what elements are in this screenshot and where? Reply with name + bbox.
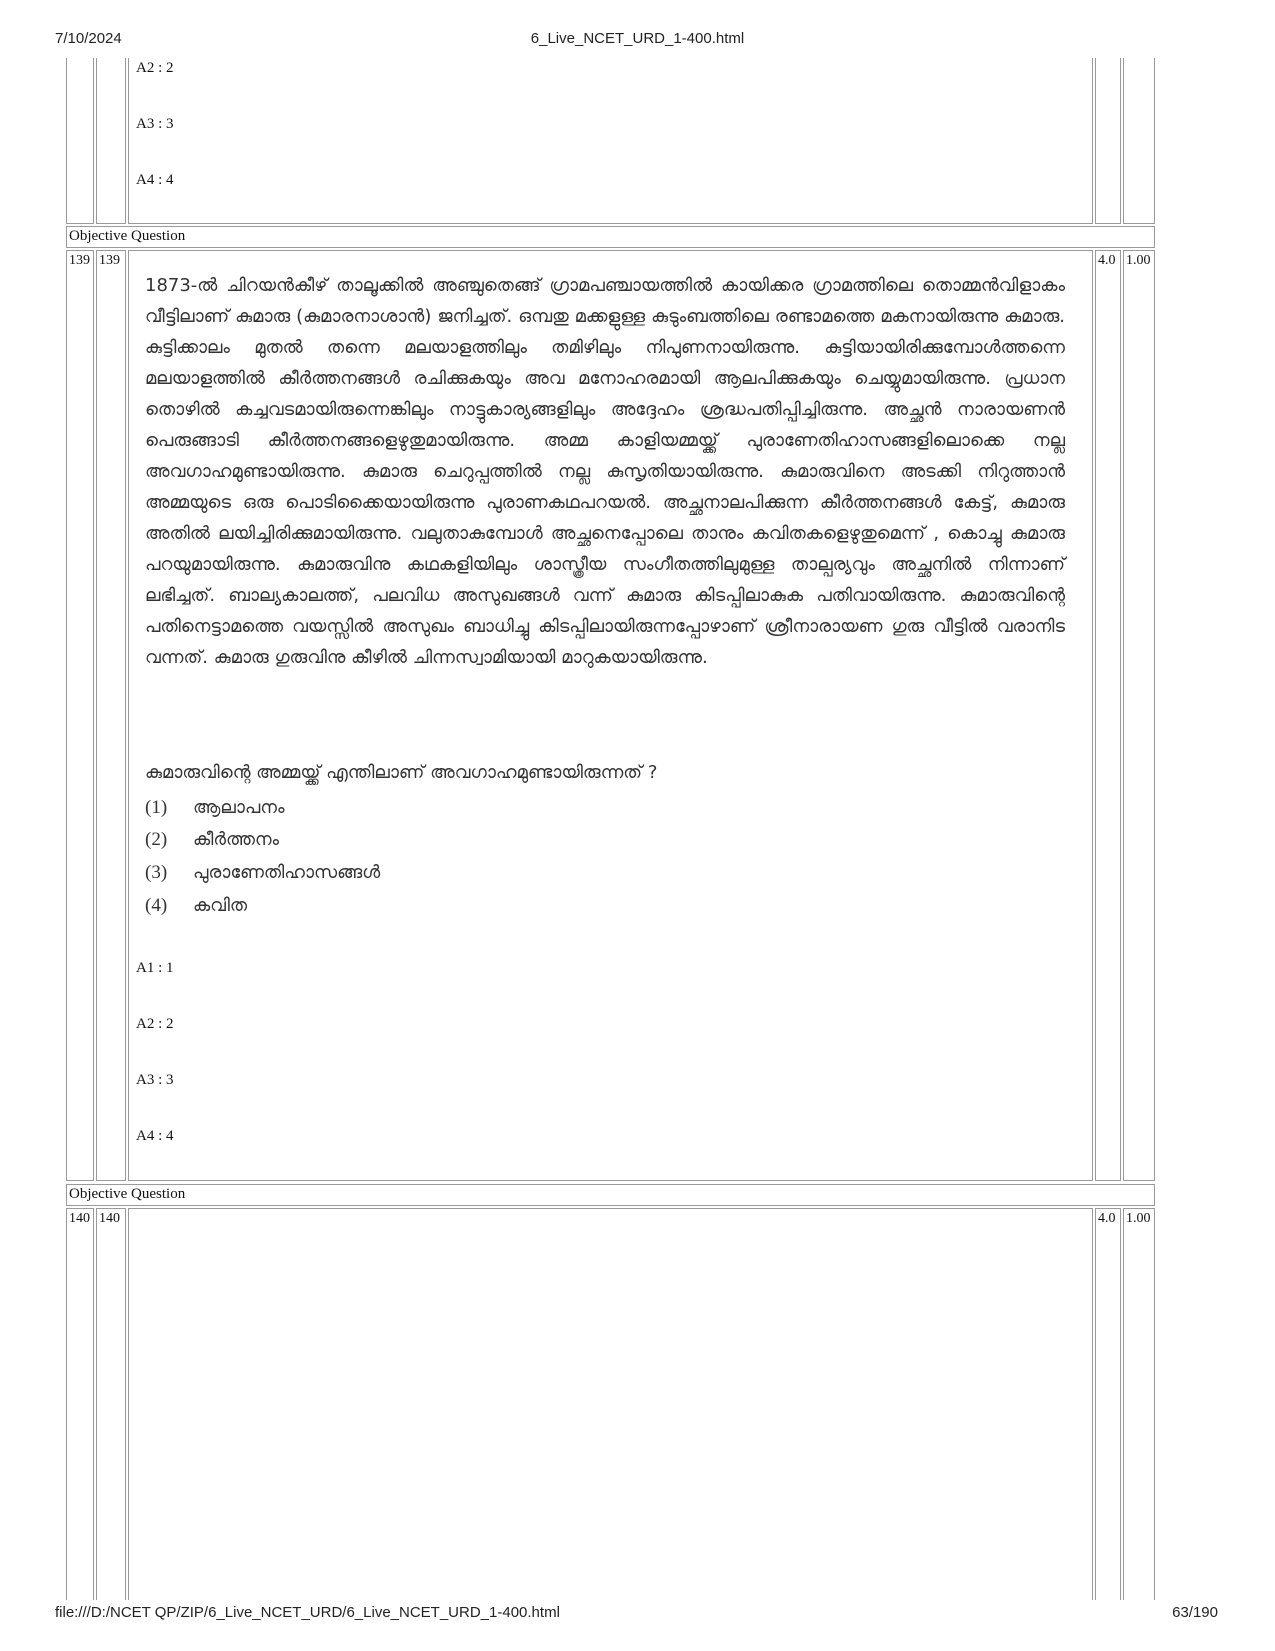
marks-140: 4.0 (1095, 1208, 1121, 1600)
print-date: 7/10/2024 (55, 30, 122, 47)
answer-4: A4 : 4 (136, 1128, 174, 1144)
option-1-text: ആലാപനം (193, 797, 285, 818)
marks-139: 4.0 (1095, 250, 1121, 1181)
question-body-140 (128, 1208, 1093, 1600)
option-4-number: (4) (145, 895, 168, 916)
print-file-path: file:///D:/NCET QP/ZIP/6_Live_NCET_URD/6_Live_NCET_URD_1-400.html (55, 1604, 560, 1621)
answer-3: A3 : 3 (136, 1072, 174, 1088)
answer-1: A1 : 1 (136, 960, 174, 976)
option-3-number: (3) (145, 862, 168, 883)
option-1 (145, 797, 745, 827)
print-page-number: 63/190 (1172, 1604, 1218, 1621)
answer-2: A2 : 2 (136, 1016, 174, 1032)
option-3-text: പുരാണേതിഹാസങ്ങൾ (193, 862, 381, 883)
print-title: 6_Live_NCET_URD_1-400.html (530, 30, 745, 47)
sl-no-139: 139 (66, 250, 94, 1181)
prev-answer-3: A3 : 3 (136, 116, 174, 132)
option-1-number: (1) (145, 797, 168, 818)
option-2-number: (2) (145, 829, 168, 850)
q-no-139: 139 (96, 250, 126, 1181)
prev-col-qno (96, 58, 126, 224)
prev-col-marks (1095, 58, 1121, 224)
section-label-140: Objective Question (66, 1184, 1155, 1206)
prev-col-body (128, 58, 1093, 224)
option-4 (145, 895, 745, 925)
prev-answer-2: A2 : 2 (136, 60, 174, 76)
q-no-140: 140 (96, 1208, 126, 1600)
negative-marks-139: 1.00 (1123, 250, 1155, 1181)
print-footer (0, 1604, 1275, 1628)
prev-col-sl (66, 58, 94, 224)
question-text-139: കുമാരുവിന്റെ അമ്മയ്ക്ക് എന്തിലാണ് അവഗാഹമുണ്ടായിരുന്നത് ? (145, 762, 658, 783)
passage-139: 1873-ൽ ചിറയൻകീഴ് താലൂക്കിൽ അഞ്ചുതെങ്ങ് ഗ്രാമപഞ്ചായത്തിൽ കായിക്കര ഗ്രാമത്തിലെ തൊമ്മൻവിളാകം വീട്ടിലാണ് കുമാരു (കുമാരനാശാൻ) ജനിച്ചത്. ഒമ്പതു മക്കളുള്ള കുടുംബത്തിലെ രണ്ടാമത്തെ മകനായിരുന്നു കുമാരു. കുട്ടിക്കാലം മുതൽ തന്നെ മലയാളത്തിലും തമിഴിലും നിപുണനായിരുന്നു. കുട്ടിയായിരിക്കുമ്പോൾത്തന്നെ മലയാളത്തിൽ കീർത്തനങ്ങൾ രചിക്കുകയും അവ മനോഹരമായി ആലപിക്കുകയും ചെയ്യുമായിരുന്നു. പ്രധാന തൊഴിൽ കച്ചവടമായിരുന്നെങ്കിലും നാട്ടുകാര്യങ്ങളിലും അദ്ദേഹം ശ്രദ്ധപതിപ്പിച്ചിരുന്നു. അച്ഛൻ നാരായണൻ പെരുങ്ങാടി കീർത്തനങ്ങളെഴുതുമായിരുന്നു. അമ്മ കാളിയമ്മയ്ക്ക് പുരാണേതിഹാസങ്ങളിലൊക്കെ നല്ല അവഗാഹമുണ്ടായിരുന്നു. കുമാരു ചെറുപ്പത്തിൽ നല്ല കുസൃതിയായിരുന്നു. കുമാരുവിനെ അടക്കി നിറുത്താൻ അമ്മയുടെ ഒരു പൊടിക്കൈയായിരുന്നു പുരാണകഥപറയൽ. അച്ഛനാലപിക്കുന്ന കീർത്തനങ്ങൾ കേട്ട്, കുമാരു അതിൽ ലയിച്ചിരിക്കുമായിരുന്നു. വലുതാകുമ്പോൾ അച്ഛനെപ്പോലെ താനും കവിതകളെഴുതുമെന്ന് , കൊച്ചു കുമാരു പറയുമായിരുന്നു. കുമാരുവിനു കഥകളിയിലും ശാസ്ത്രീയ സംഗീതത്തിലുമുള്ള താല്പര്യവും അച്ഛനിൽ നിന്നാണ് ലഭിച്ചത്. ബാല്യകാലത്ത്, പലവിധ അസുഖങ്ങൾ വന്ന് കുമാരു കിടപ്പിലാകുക പതിവായിരുന്നു. കുമാരുവിന്റെ പതിനെട്ടാമത്തെ വയസ്സിൽ അസുഖം ബാധിച്ചു കിടപ്പിലായിരുന്നപ്പോഴാണ് ശ്രീനാരായണ ഗുരു വീട്ടിൽ വരാനിട വന്നത്. കുമാരു ഗുരുവിനു കീഴിൽ ചിന്നസ്വാമിയായി മാറുകയായിരുന്നു. (145, 275, 1065, 668)
prev-col-neg (1123, 58, 1155, 224)
prev-answer-4: A4 : 4 (136, 172, 174, 188)
option-2-text: കീർത്തനം (193, 829, 280, 850)
option-4-text: കവിത (193, 895, 248, 916)
sl-no-140: 140 (66, 1208, 94, 1600)
section-label-139: Objective Question (66, 226, 1155, 248)
option-3 (145, 862, 745, 892)
negative-marks-140: 1.00 (1123, 1208, 1155, 1600)
option-2 (145, 829, 745, 859)
